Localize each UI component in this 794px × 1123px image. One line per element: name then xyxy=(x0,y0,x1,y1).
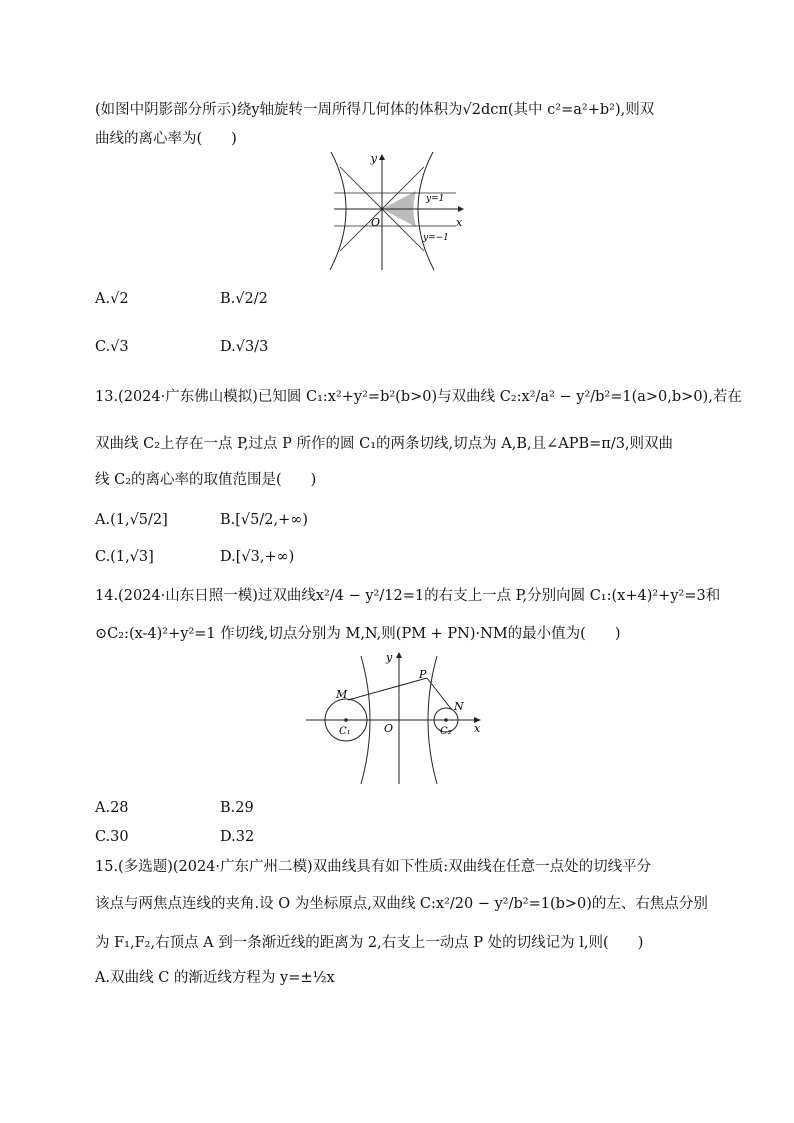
q15-text-line-2: 该点与两焦点连线的夹角.设 O 为坐标原点,双曲线 C:x²/20 − y²/b²=1(b>0)的左、右焦点分别 xyxy=(95,896,708,912)
q15-text-line-3: 为 F₁,F₂,右顶点 A 到一条渐近线的距离为 2,右支上一动点 P 处的切线记为 l,则( ) xyxy=(95,935,644,951)
q14-center-c2 xyxy=(444,718,448,722)
q14-hyperbola-circles-figure xyxy=(304,650,488,786)
q13-option-a[interactable]: A.(1,√5/2] xyxy=(95,512,168,528)
q13-option-c[interactable]: C.(1,√3] xyxy=(95,549,154,565)
q14-label-x: x xyxy=(474,722,481,735)
q12-hyperbola-figure xyxy=(326,152,466,272)
q14-text-line-1: 14.(2024·山东日照一模)过双曲线x²/4 − y²/12=1的右支上一点 P,分别向圆 C₁:(x+4)²+y²=3和 xyxy=(95,588,721,604)
q12-label-origin: O xyxy=(371,216,381,229)
q14-option-d[interactable]: D.32 xyxy=(220,829,255,845)
q14-y-arrow xyxy=(396,652,402,658)
q13-text-line-1: 13.(2024·广东佛山模拟)已知圆 C₁:x²+y²=b²(b>0)与双曲线 C₂:x²/a² − y²/b²=1(a>0,b>0),若在 xyxy=(95,389,742,405)
q14-label-m: M xyxy=(336,688,348,701)
q12-text-line-2: 曲线的离心率为( ) xyxy=(95,131,237,147)
q12-label-y1: y=1 xyxy=(426,194,445,204)
q12-option-a[interactable]: A.√2 xyxy=(95,291,129,307)
q13-option-d[interactable]: D.[√3,+∞) xyxy=(220,549,295,565)
q12-label-y: y xyxy=(370,152,377,165)
q14-text-line-2: ⊙C₂:(x-4)²+y²=1 作切线,切点分别为 M,N,则(PM + PN)·NM的最小值为( ) xyxy=(95,626,621,642)
q12-option-d[interactable]: D.√3/3 xyxy=(220,339,269,355)
q12-option-c[interactable]: C.√3 xyxy=(95,339,129,355)
q13-text-line-3: 线 C₂的离心率的取值范围是( ) xyxy=(95,472,317,488)
q12-x-arrow xyxy=(458,206,464,212)
q14-option-b[interactable]: B.29 xyxy=(220,800,254,816)
q14-option-a[interactable]: A.28 xyxy=(95,800,129,816)
q12-label-ym1: y=−1 xyxy=(423,233,449,243)
q12-text-line-1: (如图中阴影部分所示)绕y轴旋转一周所得几何体的体积为√2dcπ(其中 c²=a²+b²),则双 xyxy=(95,102,655,118)
q14-label-y: y xyxy=(386,651,393,664)
q12-y-arrow xyxy=(379,154,385,160)
q14-tangent-pn xyxy=(427,678,452,710)
q14-label-c2: C₂ xyxy=(440,726,452,737)
q14-label-c1: C₁ xyxy=(339,726,351,737)
q15-option-a[interactable]: A.双曲线 C 的渐近线方程为 y=±½x xyxy=(95,970,335,986)
q12-label-x: x xyxy=(456,216,463,229)
q14-center-c1 xyxy=(344,718,348,722)
q14-label-p: P xyxy=(419,668,427,681)
q12-left-branch xyxy=(330,152,346,270)
q12-right-branch xyxy=(418,152,434,270)
q14-tangent-pm xyxy=(348,678,427,700)
q14-label-origin: O xyxy=(384,722,394,735)
q14-label-n: N xyxy=(454,700,464,713)
q14-option-c[interactable]: C.30 xyxy=(95,829,129,845)
q13-option-b[interactable]: B.[√5/2,+∞) xyxy=(220,512,308,528)
q15-text-line-1: 15.(多选题)(2024·广东广州二模)双曲线具有如下性质:双曲线在任意一点处的切线平分 xyxy=(95,859,652,875)
q12-option-b[interactable]: B.√2/2 xyxy=(220,291,268,307)
q13-text-line-2: 双曲线 C₂上存在一点 P,过点 P 所作的圆 C₁的两条切线,切点为 A,B,且∠APB=π/3,则双曲 xyxy=(95,436,674,452)
